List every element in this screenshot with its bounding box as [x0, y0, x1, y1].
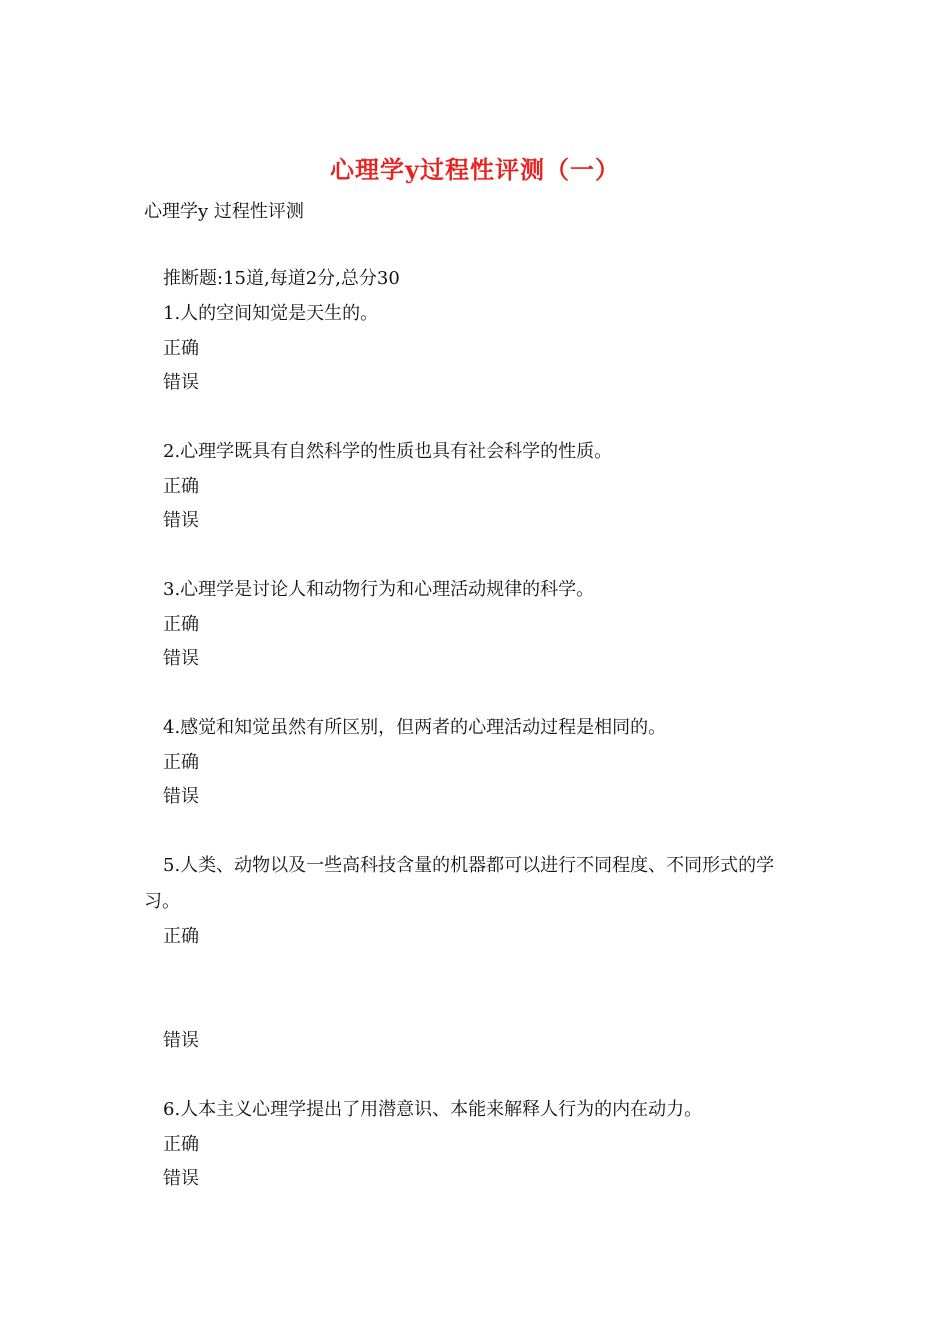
question-text: 6.人本主义心理学提出了用潜意识、本能来解释人行为的内在动力。: [163, 1099, 703, 1120]
option-false[interactable]: 错误: [163, 372, 199, 393]
option-true[interactable]: 正确: [163, 338, 199, 359]
question-text: 4.感觉和知觉虽然有所区别，但两者的心理活动过程是相同的。: [163, 717, 667, 738]
section-intro: 推断题:15道,每道2分,总分30: [163, 268, 400, 289]
option-false[interactable]: 错误: [163, 510, 199, 531]
page-title: 心理学y过程性评测（一）: [330, 155, 620, 184]
option-false[interactable]: 错误: [163, 1168, 199, 1189]
option-true[interactable]: 正确: [163, 476, 199, 497]
question-text: 2.心理学既具有自然科学的性质也具有社会科学的性质。: [163, 441, 613, 462]
question-text: 5.人类、动物以及一些高科技含量的机器都可以进行不同程度、不同形式的学习。: [144, 855, 775, 912]
option-false[interactable]: 错误: [163, 1030, 199, 1051]
document-subtitle: 心理学y 过程性评测: [144, 201, 304, 222]
question-text: 3.心理学是讨论人和动物行为和心理活动规律的科学。: [163, 579, 595, 600]
option-true[interactable]: 正确: [163, 752, 199, 773]
option-true[interactable]: 正确: [163, 614, 199, 635]
option-false[interactable]: 错误: [163, 648, 199, 669]
option-true[interactable]: 正确: [163, 926, 199, 947]
option-true[interactable]: 正确: [163, 1134, 199, 1155]
option-false[interactable]: 错误: [163, 786, 199, 807]
question-text: 1.人的空间知觉是天生的。: [163, 303, 379, 324]
